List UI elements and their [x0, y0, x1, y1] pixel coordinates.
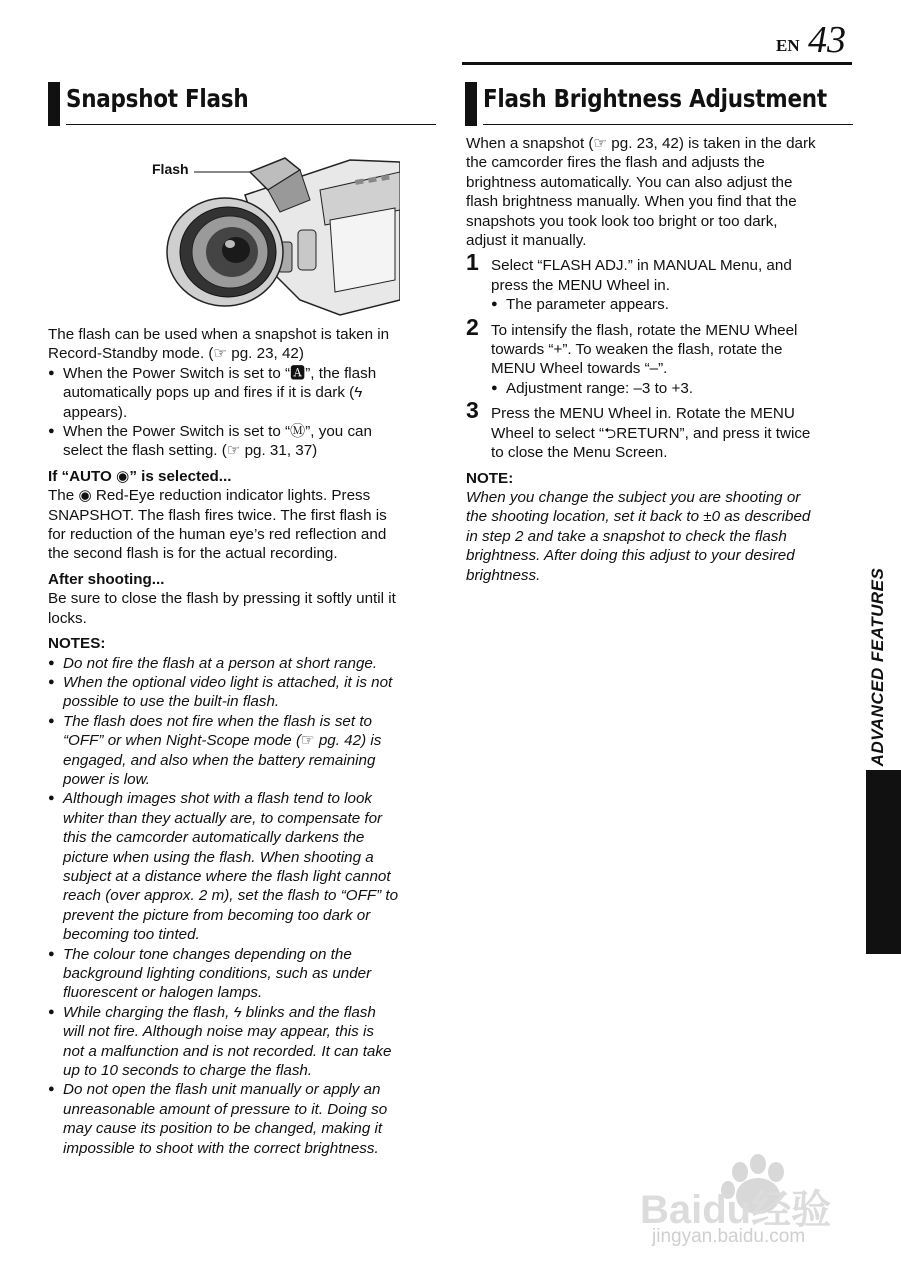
note-line: unreasonable amount of pressure to it. Doing so	[63, 1100, 388, 1118]
side-tab-label	[863, 567, 893, 767]
list-item	[48, 422, 438, 461]
list-item	[48, 945, 438, 1003]
note-line: this the camcorder automatically darkens the	[63, 829, 365, 847]
right-column	[466, 134, 861, 585]
step-line: MENU Wheel towards “–”.	[491, 360, 668, 378]
note-line: background lighting conditions, such as under	[63, 965, 372, 982]
bullet-line: automatically pops up and fires if it is dark (ϟ	[63, 384, 363, 402]
auto-heading: If “AUTO ◉” is selected...	[48, 467, 232, 485]
list-item	[48, 1003, 438, 1081]
watermark-brand: Baidu经验	[640, 1188, 832, 1232]
note-line: reach (over approx. 2 m), set the flash to “OFF” to	[63, 887, 399, 905]
body-line: adjust it manually.	[466, 232, 587, 250]
note-line: not a malfunction and is not recorded. It can take	[63, 1042, 392, 1060]
body-line: Be sure to close the flash by pressing it softly until it	[48, 590, 396, 608]
note-line: brightness.	[466, 566, 541, 584]
header-rule	[462, 62, 852, 65]
note-line: ● Although images shot with a flash tend to look	[63, 790, 373, 808]
note-line: When you change the subject you are shooting or	[466, 488, 801, 506]
left-column	[48, 325, 438, 1158]
body-line: brightness automatically. You can also adjust the	[466, 173, 793, 191]
note-line: engaged, and also when the battery remaining	[63, 751, 376, 769]
note-line: up to 10 seconds to charge the flash.	[63, 1062, 313, 1080]
figure-label-flash: Flash	[152, 161, 189, 177]
step-item	[466, 397, 861, 462]
intro-line: Record-Standby mode. (☞ pg. 23, 42)	[48, 345, 304, 363]
step-line: To intensify the flash, rotate the MENU Wheel	[491, 321, 798, 339]
body-line: the camcorder fires the flash and adjusts the	[466, 154, 765, 172]
list-item	[48, 789, 438, 944]
note-line: subject at a distance where the flash light cannot	[63, 867, 391, 885]
step-sub-bullet	[491, 295, 861, 314]
note-line: brightness. After doing this adjust to your desired	[466, 547, 795, 565]
section-rule	[66, 124, 436, 125]
watermark	[640, 1150, 870, 1250]
section-title-flash-brightness: Flash Brightness Adjustment	[483, 84, 827, 113]
list-item	[48, 673, 438, 712]
step-line: towards “+”. To weaken the flash, rotate the	[491, 341, 783, 359]
page-number: 43	[808, 19, 846, 61]
note-line: whiter than they actually are, to compensate for	[63, 809, 383, 827]
note-line: ● The flash does not fire when the flash is set to	[63, 712, 372, 730]
step-number: 2	[466, 313, 479, 340]
body-line: SNAPSHOT. The flash fires twice. The first flash is	[48, 506, 387, 524]
body-line: flash brightness manually. When you find that the	[466, 193, 797, 211]
section-marker	[465, 82, 477, 126]
bullet-line: select the flash setting. (☞ pg. 31, 37)	[63, 442, 318, 460]
section-marker	[48, 82, 60, 126]
note-line: the shooting location, set it back to ±0 as described	[466, 508, 811, 526]
bullet-line: ● When the Power Switch is set to “Ⓜ”, you can	[63, 423, 372, 441]
camcorder-drawing	[150, 150, 400, 322]
note-line: fluorescent or halogen lamps.	[63, 984, 263, 1002]
body-line: locks.	[48, 609, 87, 627]
note-line: “OFF” or when Night-Scope mode (☞ pg. 42) is	[63, 732, 382, 750]
bullet-line: ● When the Power Switch is set to “🅰”, the flash	[63, 364, 377, 382]
note-line: impossible to shoot with the correct brightness.	[63, 1139, 379, 1157]
after-heading: After shooting...	[48, 570, 165, 588]
step-line: to close the Menu Screen.	[491, 444, 668, 462]
section-title-snapshot-flash: Snapshot Flash	[66, 84, 249, 113]
bullet-line: appears).	[63, 403, 128, 421]
intro-line: The flash can be used when a snapshot is taken in	[48, 326, 390, 343]
note-line: ● Do not fire the flash at a person at short range.	[63, 654, 378, 672]
side-tab-block	[866, 770, 901, 954]
body-line: When a snapshot (☞ pg. 23, 42) is taken in the dark	[466, 135, 816, 152]
list-item	[48, 712, 438, 790]
body-line: snapshots you took look too bright or too dark,	[466, 212, 778, 230]
note-line: becoming too tinted.	[63, 926, 200, 944]
note-line: ● The colour tone changes depending on the	[63, 945, 352, 963]
body-line: the second flash is for the actual recording.	[48, 545, 338, 563]
body-line: The ◉ Red-Eye reduction indicator lights. Press	[48, 487, 371, 505]
watermark-url: jingyan.baidu.com	[652, 1226, 806, 1247]
note-line: ● When the optional video light is attached, it is not	[63, 673, 393, 691]
notes-heading: NOTES:	[48, 635, 106, 653]
list-item	[48, 654, 438, 673]
step-line: Select “FLASH ADJ.” in MANUAL Menu, and	[491, 257, 792, 275]
camcorder-illustration	[150, 150, 400, 322]
step-line: press the MENU Wheel in.	[491, 276, 670, 294]
note-line: may cause its position to be changed, making it	[63, 1120, 383, 1138]
note-line: in step 2 and take a snapshot to check the flash	[466, 527, 787, 545]
note-line: power is low.	[63, 770, 150, 788]
step-sub-text: The parameter appears.	[506, 296, 669, 314]
side-tab-text: ADVANCED FEATURES	[868, 567, 887, 767]
note-line: possible to use the built-in flash.	[63, 693, 280, 711]
body-line: for reduction of the human eye’s red reflection and	[48, 526, 387, 544]
section-rule	[483, 124, 853, 125]
note-line: prevent the picture from becoming too dark or	[63, 906, 371, 924]
step-number: 1	[466, 249, 479, 276]
step-sub-bullet	[491, 379, 861, 398]
step-line: Wheel to select “⮌RETURN”, and press it twice	[491, 424, 811, 442]
step-item	[466, 249, 861, 314]
step-sub-text: Adjustment range: –3 to +3.	[506, 379, 694, 397]
note-line: will not fire. Although noise may appear, this is	[63, 1023, 374, 1041]
step-item	[466, 313, 861, 399]
step-line: Press the MENU Wheel in. Rotate the MENU	[491, 405, 795, 423]
note-line: ● Do not open the flash unit manually or apply an	[63, 1081, 381, 1099]
note-heading: NOTE:	[466, 469, 514, 487]
note-line: picture when using the flash. When shooting a	[63, 848, 374, 866]
note-line: ● While charging the flash, ϟ blinks and the flash	[63, 1003, 376, 1021]
language-code: EN	[776, 36, 800, 55]
list-item	[48, 1080, 438, 1158]
list-item	[48, 364, 438, 422]
step-number: 3	[466, 397, 479, 424]
